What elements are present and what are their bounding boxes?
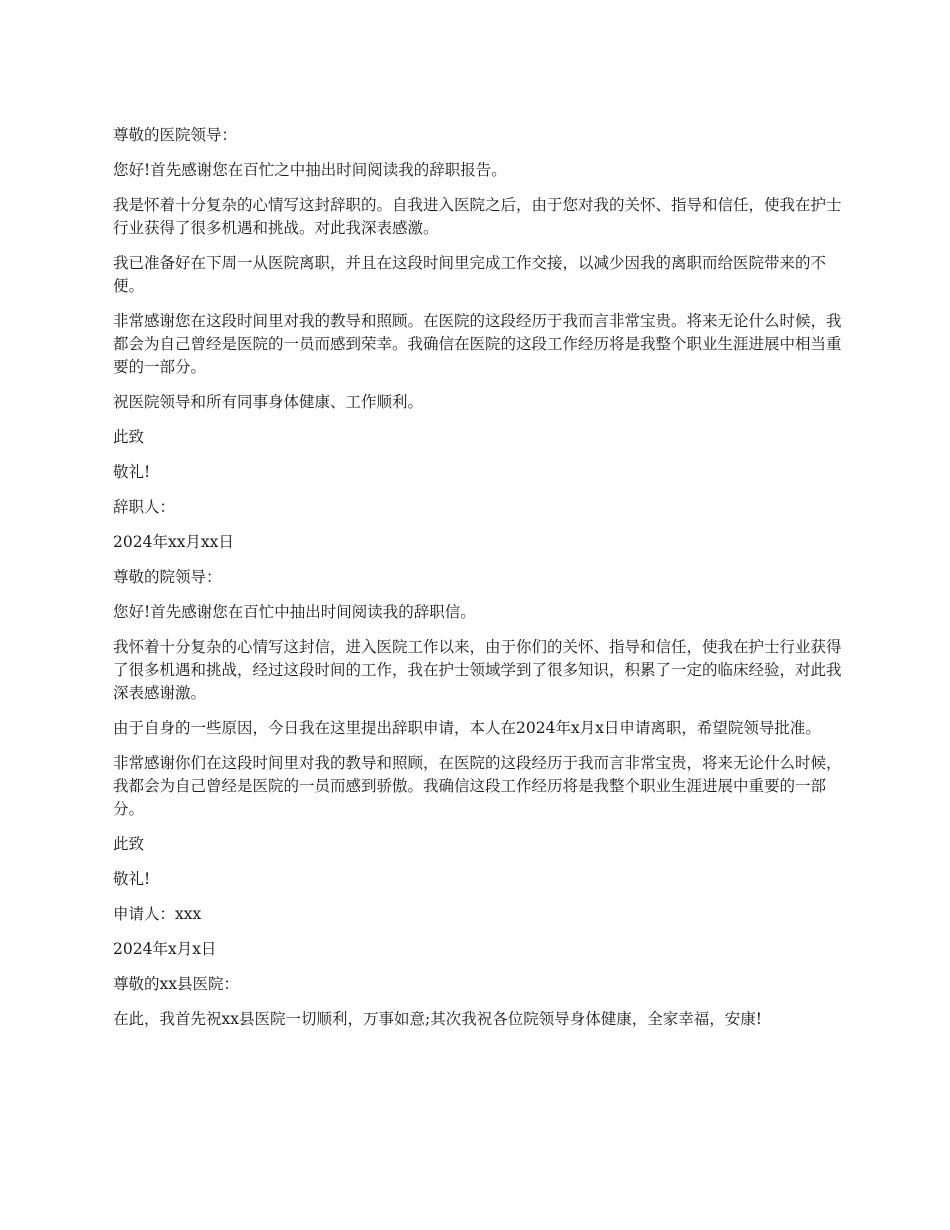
closing-line: 敬礼! <box>113 463 151 481</box>
paragraph: 我怀着十分复杂的心情写这封信，进入医院工作以来，由于你们的关怀、指导和信任，使我在护士行业获得了很多机遇和挑战，经过这段时间的工作，我在护士领域学到了很多知识，积累了一定的临床经验，对此我深表感谢激。 <box>113 638 842 702</box>
signature-line: 申请人：xxx <box>113 905 202 923</box>
date-line: 2024年xx月xx日 <box>113 533 234 551</box>
paragraph: 我已准备好在下周一从医院离职，并且在这段时间里完成工作交接，以减少因我的离职而给医院带来的不便。 <box>113 254 827 295</box>
signature-line: 辞职人： <box>113 498 176 516</box>
closing-line: 此致 <box>113 428 145 446</box>
letter-body <box>113 124 843 1043</box>
paragraph: 您好!首先感谢您在百忙中抽出时间阅读我的辞职信。 <box>113 603 476 621</box>
closing-line: 敬礼! <box>113 870 151 888</box>
closing-line: 此致 <box>113 835 145 853</box>
paragraph: 祝医院领导和所有同事身体健康、工作顺利。 <box>113 393 424 411</box>
paragraph: 您好!首先感谢您在百忙之中抽出时间阅读我的辞职报告。 <box>113 161 507 179</box>
paragraph: 非常感谢你们在这段时间里对我的教导和照顾，在医院的这段经历于我而言非常宝贵，将来无论什么时候，我都会为自己曾经是医院的一员而感到骄傲。我确信这段工作经历将是我整个职业生涯进展中重要的一部分。 <box>113 754 842 818</box>
date-line: 2024年x月x日 <box>113 940 217 958</box>
paragraph: 非常感谢您在这段时间里对我的教导和照顾。在医院的这段经历于我而言非常宝贵。将来无论什么时候，我都会为自己曾经是医院的一员而感到荣幸。我确信在医院的这段工作经历将是我整个职业生涯进展中相当重要的一部分。 <box>113 312 842 376</box>
paragraph: 在此，我首先祝xx县医院一切顺利，万事如意;其次我祝各位院领导身体健康，全家幸福，安康! <box>113 1010 762 1028</box>
paragraph: 由于自身的一些原因，今日我在这里提出辞职申请，本人在2024年x月x日申请离职，希望院领导批准。 <box>113 719 821 737</box>
salutation: 尊敬的xx县医院： <box>113 975 239 993</box>
salutation: 尊敬的院领导： <box>113 568 222 586</box>
salutation: 尊敬的医院领导： <box>113 126 238 144</box>
paragraph: 我是怀着十分复杂的心情写这封辞职的。自我进入医院之后，由于您对我的关怀、指导和信任，使我在护士行业获得了很多机遇和挑战。对此我深表感激。 <box>113 196 842 237</box>
